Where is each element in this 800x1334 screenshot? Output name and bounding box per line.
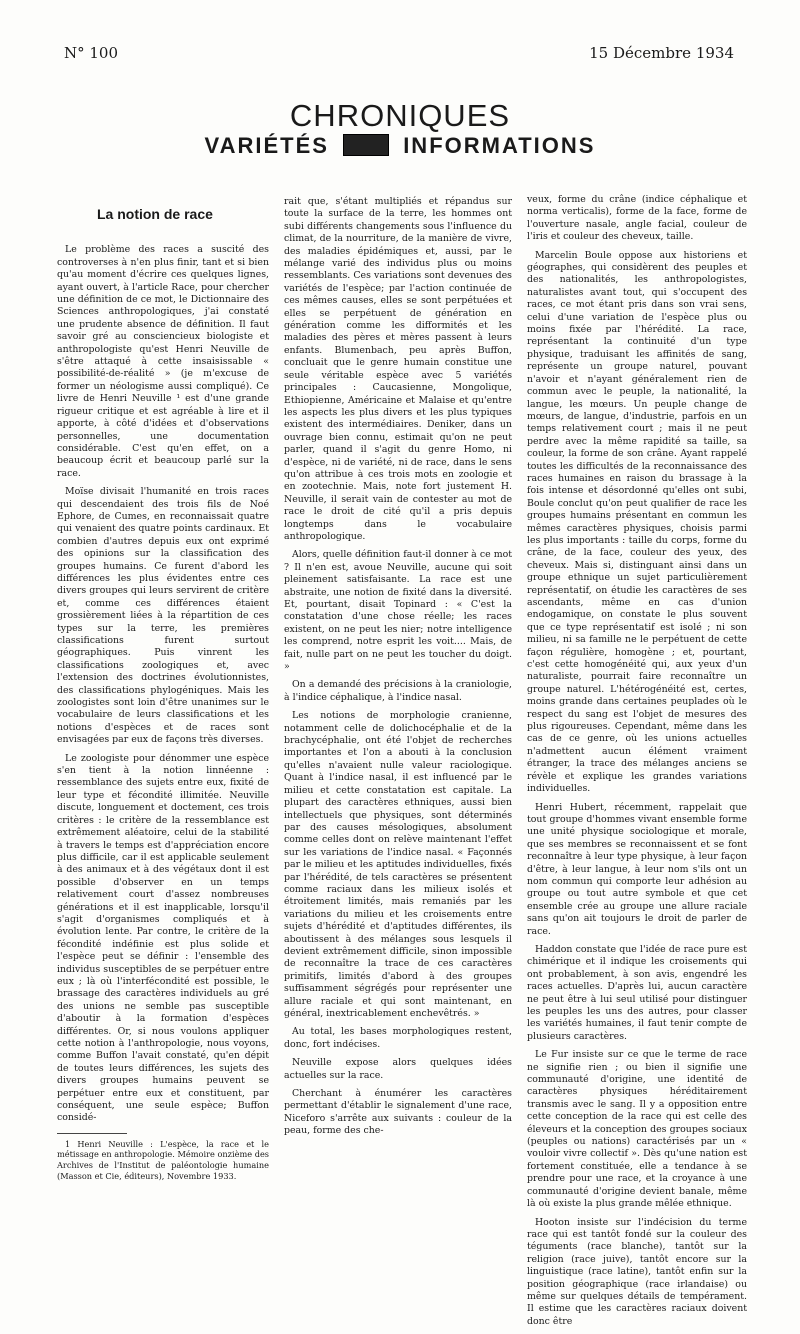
paragraph: Les notions de morphologie cranienne, notamment celle de dolichocéphalie et de la brachycéphalie, ont été l'objet de recherches importantes et l'on a abouti à la conclusion qu'elles n'avaient nulle valeur raciologique. Quant à l'indice nasal, il est influencé par le milieu et cette constatation est capitale. La plupart des caractères ethniques, aussi bien intellectuels que physiques, sont déterminés par des causes mésologiques, absolument comme celles dont on relève maintenant l'effet sur les variations de l'indice nasal. « Façonnés par le milieu et les aptitudes individuelles, fixés par l'hérédité, de tels caractères se présentent comme raciaux dans les milieux isolés et étroitement limités, mais remaniés par les variations du milieu et les croisements entre sujets d'hérédité et d'aptitudes différentes, ils aboutissent à des mélanges sous lesquels il devient extrêmement difficile, sinon impossible de reconnaître la trace de ces caractères primitifs, limités d'abord à des groupes suffisamment ségrégés pour représenter une allure raciale et qui sont maintenant, en général, inextricablement enchevêtrés. » (284, 710, 512, 1019)
paragraph: Hooton insiste sur l'indécision du terme race qui est tantôt fondé sur la couleur des téguments (race blanche), tantôt sur la religion (race juive), tantôt encore sur la linguistique (race latine), tantôt enfin sur la position géographique (race irlandaise) ou même sur quelques détails de tempérament. Il estime que les caractères raciaux doivent donc être (527, 1216, 747, 1327)
paragraph: Au total, les bases morphologiques restent, donc, fort indécises. (284, 1026, 512, 1050)
paragraph: veux, forme du crâne (indice céphalique et norma verticalis), forme de la face, forme de l'ouverture nasale, angle facial, couleur de l'iris et couleur des cheveux, taille. (527, 194, 747, 243)
issue-date: 15 Décembre 1934 (589, 44, 734, 62)
masthead-informations: INFORMATIONS (403, 133, 596, 158)
paragraph: Marcelin Boule oppose aux historiens et géographes, qui considèrent des peuples et des nationalités, les anthropologistes, naturalistes avant tout, qui s'occupent des races, ce mot étant pris dans son vrai sens, celui d'une variation de l'espèce plus ou moins fixée par l'hérédité. La race, représentant la continuité d'un type physique, traduisant les affinités de sang, représente un groupe naturel, pouvant n'avoir et n'ayant généralement rien de commun avec le peuple, la nationalité, la langue, les mœurs. Un peuple change de mœurs, de langue, d'industrie, parfois en un temps relativement court ; mais il ne peut perdre avec la même rapidité sa taille, sa couleur, la forme de son crâne. Ayant rappelé toutes les difficultés de la reconnaissance des races humaines en raison du brassage à la fois intense et désordonné qu'elles ont subi, Boule conclut qu'on peut qualifier de race les groupes humains présentant en commun les mêmes caractères physiques, choisis parmi les plus importants : taille du corps, forme du crâne, de la face, couleur des yeux, des cheveux. Mais si, distinguant ainsi dans un groupe ethnique un sujet particulièrement représentatif, on étudie les caractères de ses ascendants, même en cas d'union endogamique, on constate le plus souvent que ce type représentatif est isolé ; ni son milieu, ni sa famille ne le perpétuent de cette façon régulière, homogène ; et, pourtant, c'est cette homogénéité qui, aux yeux d'un naturaliste, pourrait faire reconnaître un groupe naturel. L'hétérogénéité est, certes, moins grande dans certaines peuplades où le respect du sang est l'objet de mesures des plus rigoureuses. Cependant, même dans les cas de ce genre, où les unions actuelles n'admettent aucun élément vraiment étranger, la trace des mélanges anciens se révèle et explique les grandes variations individuelles. (527, 249, 747, 795)
paragraph: Haddon constate que l'idée de race pure est chimérique et il indique les croisements qui ont probablement, à son avis, engendré les races actuelles. D'après lui, aucun caractère ne peut être à lui seul utilisé pour distinguer les peuples les uns des autres, pour classer les variétés humaines, il faut tenir compte de plusieurs caractères. (527, 943, 747, 1042)
column-1 (57, 190, 269, 1181)
paragraph: Henri Hubert, récemment, rappelait que tout groupe d'hommes vivant ensemble forme une unité physique sociologique et morale, que ses membres se reconnaissent et se font reconnaître à leur type physique, à leur façon d'être, à leur langue, à leur nom s'ils ont un nom commun qui comporte leur adhésion au groupe ou tout autre symbole et que cet ensemble crée au groupe une allure raciale sans qu'on ait toujours le droit de parler de race. (527, 801, 747, 937)
paragraph: On a demandé des précisions à la craniologie, à l'indice céphalique, à l'indice nasal. (284, 679, 512, 703)
footnote: 1 Henri Neuville : L'espèce, la race et le métissage en anthropologie. Mémoire onzième des Archives de l'Institut de paléontologie humaine (Masson et Cie, éditeurs), Novembre 1933. (57, 1138, 269, 1181)
masthead-emblem-icon (343, 134, 389, 156)
paragraph: Le Fur insiste sur ce que le terme de race ne signifie rien ; ou bien il signifie une communauté d'origine, une identité de caractères physiques héréditairement transmis avec le sang. Il y a opposition entre cette conception de la race qui est celle des éleveurs et la conception des groupes sociaux (peuples ou nations) caractérisés par un « vouloir vivre collectif ». Dès qu'une nation est fortement constituée, elle a tendance à se prendre pour une race, et la croyance à une communauté d'origine devient banale, même là où existe la plus grande mêlée ethnique. (527, 1049, 747, 1210)
column-3 (527, 194, 747, 1334)
column-2 (284, 196, 512, 1144)
paragraph: Neuville expose alors quelques idées actuelles sur la race. (284, 1057, 512, 1081)
article-title: La notion de race (97, 206, 213, 222)
paragraph: Alors, quelle définition faut-il donner à ce mot ? Il n'en est, avoue Neuville, aucune qui soit pleinement satisfaisante. La race est une abstraite, une notion de fixité dans la diversité. Et, pourtant, disait Topinard : « C'est la constatation d'une chose réelle; les races existent, on ne peut les nier; notre intelligence les comprend, notre esprit les voit.... Mais, de fait, nulle part on ne peut les toucher du doigt. » (284, 549, 512, 673)
paragraph: Le problème des races a suscité des controverses à n'en plus finir, tant et si bien qu'au moment d'écrire ces quelques lignes, ayant ouvert, à l'article Race, pour chercher une définition de ce mot, le Dictionnaire des Sciences anthropologiques, j'ai constaté une prudente absence de définition. Il faut savoir gré au consciencieux biologiste et anthropologiste qu'est Henri Neuville de s'être attaqué à cette insaisissable « possibilité-de-réalité » (je m'excuse de former un néologisme aussi compliqué). Ce livre de Henri Neuville ¹ est d'une grande rigueur critique et est agréable à lire et il apporte, à côté d'idées et d'observations personnelles, une documentation considérable. C'est qu'en effet, on a beaucoup écrit et beaucoup parlé sur la race. (57, 244, 269, 479)
paragraph: rait que, s'étant multipliés et répandus sur toute la surface de la terre, les hommes ont subi différents changements sous l'influence du climat, de la nourriture, de la manière de vivre, des maladies épidémiques et, aussi, par le mélange varié des individus plus ou moins ressemblants. Ces variations sont devenues des variétés de l'espèce; par l'action continuée de ces mêmes causes, elles se sont perpétuées et elles se perpétuent de génération en génération comme les difformités et les maladies des pères et mères passent à leurs enfants. Blumenbach, peu après Buffon, concluait que le genre humain constitue une seule véritable espèce avec 5 variétés principales : Caucasienne, Mongolique, Ethiopienne, Américaine et Malaise et qu'entre les aspects les plus divers et les plus typiques existent des intermédiaires. Deniker, dans un ouvrage bien connu, estimait qu'on ne peut parler, quand il s'agit du genre Homo, ni d'espèce, ni de variété, ni de race, dans le sens qu'on attribue à ces trois mots en zoologie et en zootechnie. Mais, note fort justement H. Neuville, il serait vain de contester au mot de race le droit de cité qu'il a pris depuis longtemps dans le vocabulaire anthropologique. (284, 196, 512, 542)
footnote-divider (57, 1133, 127, 1134)
masthead-subtitle (0, 133, 800, 159)
issue-number: N° 100 (64, 44, 119, 62)
paragraph: Moïse divisait l'humanité en trois races qui descendaient des trois fils de Noé Ephore, de Cumes, en reconnaissait quatre qui venaient des quatre points cardinaux. Et combien d'autres depuis eux ont exprimé des opinions sur la classification des groupes humains. Ce furent d'abord les différences les plus évidentes entre ces divers groupes qui leurs servirent de critère et, comme ces différences étaient grossièrement liées à la répartition de ces types sur la terre, les premières classifications furent surtout géographiques. Puis vinrent les classifications zoologiques et, avec l'extension des doctrines évolutionnistes, des classifications phylogéniques. Mais les zoologistes sont loin d'être unanimes sur le vocabulaire de leurs classifications et les notions d'espèces et de races sont envisagées par eux de façons très diverses. (57, 486, 269, 746)
paragraph: Cherchant à énumérer les caractères permettant d'établir le signalement d'une race, Niceforo s'arrête aux suivants : couleur de la peau, forme des che- (284, 1088, 512, 1137)
paragraph: Le zoologiste pour dénommer une espèce s'en tient à la notion linnéenne : ressemblance des sujets entre eux, fixité de leur type et fécondité illimitée. Neuville discute, longuement et doctement, ces trois critères : le critère de la ressemblance est extrêmement aléatoire, celui de la stabilité à travers le temps est d'appréciation encore plus difficile, car il est applicable seulement à des animaux et à des végétaux dont il est possible d'observer en un temps relativement court d'assez nombreuses générations et il est inapplicable, lorsqu'il s'agit d'organismes compliqués et à évolution lente. Par contre, le critère de la fécondité indéfinie est plus solide et l'espèce peut se définir : l'ensemble des individus susceptibles de se perpétuer entre eux ; là où l'interfécondité est possible, le brassage des caractères individuels au gré des unions ne semble pas susceptible d'aboutir à la formation d'espèces différentes. Or, si nous voulons appliquer cette notion à l'anthropologie, nous voyons, comme Buffon l'avait constaté, qu'en dépit de toutes leurs différences, les sujets des divers groupes humains peuvent se perpétuer entre eux et constituent, par conséquent, une seule espèce; Buffon considé- (57, 752, 269, 1124)
masthead-varietes: VARIÉTÉS (204, 133, 329, 158)
masthead-title: CHRONIQUES (289, 98, 511, 133)
